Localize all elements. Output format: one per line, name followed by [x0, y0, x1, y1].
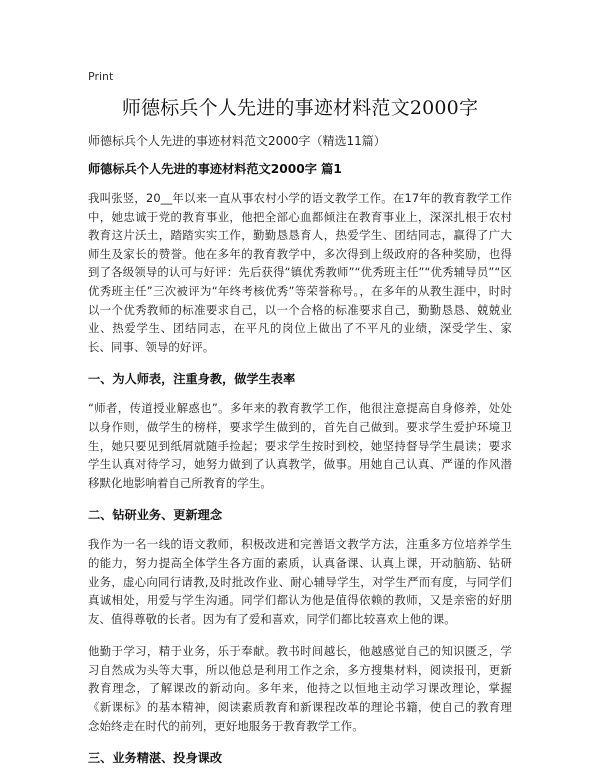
article-heading: 师德标兵个人先进的事迹材料范文2000字 篇1: [88, 162, 342, 176]
print-label[interactable]: Print: [88, 70, 114, 83]
document-title: 师德标兵个人先进的事迹材料范文2000字: [121, 97, 479, 119]
section-2-paragraph-2: 他勤于学习，精于业务，乐于奉献。教书时间越长，他越感觉自己的知识匮乏，学习自然成为头等大事，所以他总是利用工作之余，多方搜集材料，阅读报刊，更新教育理念，了解课改的新动向。多年来，他持之以恒地主动学习课改理论，掌握《新课标》的基本精神，阅读素质教育和新课程改革的理论书籍，使自己的教育理念始终走在时代的前列，更好地服务于教育教学工作。: [88, 644, 512, 733]
section-2-paragraph-1: 我作为一名一线的语文教师，积极改进和完善语文教学方法，注重多方位培养学生的能力，努力提高全体学生各方面的素质，认真备课、认真上课，开动脑筋、钻研业务，虚心向同行请教,及时批改作业、耐心辅导学生，对学生严而有度，与同学们真诚相处，用爱与学生沟通。同学们都认为他是值得依赖的教师，又是亲密的好朋友、值得尊敬的长者。因为有了爱和喜欢，同学们都比较喜欢上他的课。: [88, 537, 512, 626]
section-1-paragraph: “师者，传道授业解惑也”。多年来的教育教学工作，他很注意提高自身修养，处处以身作则，做学生的榜样，要求学生做到的，首先自己做到。要求学生爱护环境卫生，她只要见到纸屑就随手捡起；要求学生按时到校，她坚持督导学生晨读；要求学生认真对待学习，她努力做到了认真教学，做事。用她自己认真、严谨的作风潜移默化地影响着自己所教育的学生。: [88, 401, 512, 490]
section-heading-3: 三、业务精湛、投身课改: [88, 751, 223, 766]
section-heading-1: 一、为人师表，注重身教，做学生表率: [88, 372, 296, 387]
document-subtitle: 师德标兵个人先进的事迹材料范文2000字（精选11篇）: [88, 134, 386, 148]
section-heading-2: 二、钻研业务、更新理念: [88, 508, 223, 523]
intro-paragraph: 我叫张竖，20__年以来一直从事农村小学的语文教学工作。在17年的教育教学工作中，她忠诚于党的教育事业，他把全部心血都倾注在教育事业上，深深扎根于农村教育这片沃土，踏踏实实工作，勤勤恳恳育人，热爱学生、团结同志，赢得了广大师生及家长的赞誉。他在多年的教育教学中，多次得到上级政府的各种奖励，也得到了各级领导的认可与好评：先后获得“镇优秀教师”“优秀班主任”“优秀辅导员”“区优秀班主任”三次被评为“年终考核优秀”等荣誉称号。，在多年的从教生涯中，时时以一个优秀教师的标准要求自己，以一个合格的标准要求自己，勤勤恳恳、兢兢业业、热爱学生、团结同志，在平凡的岗位上做出了不平凡的业绩，深受学生、家长、同事、领导的好评。: [88, 191, 512, 354]
